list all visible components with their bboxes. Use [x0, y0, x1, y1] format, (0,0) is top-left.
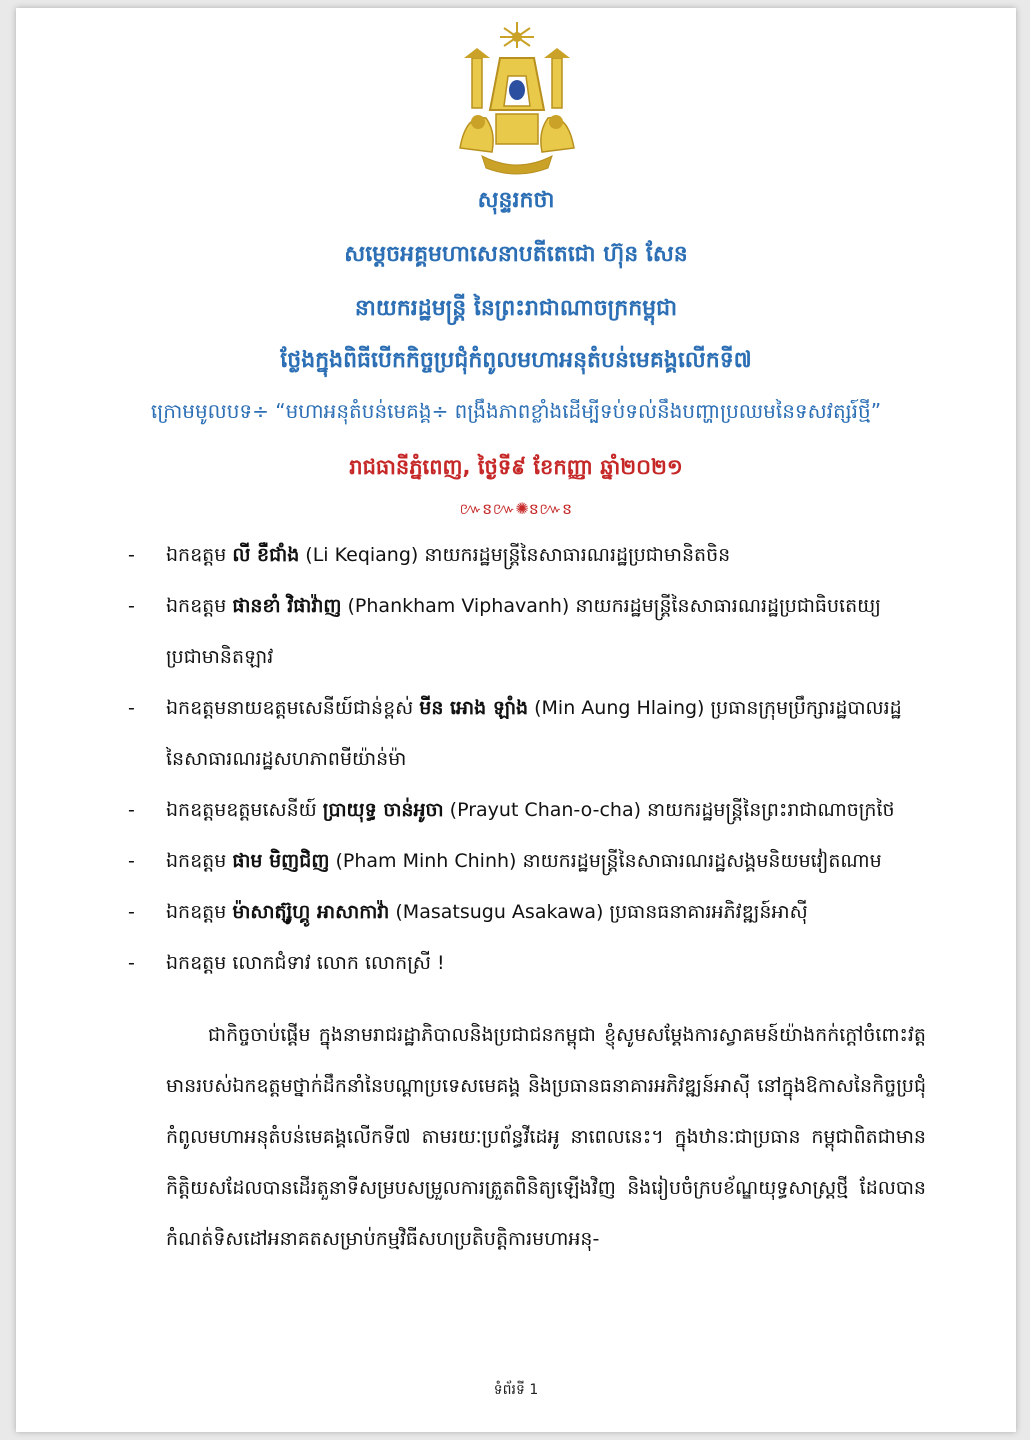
dignitary-name: ម៉ាសាត្ស៊ូហ្គូ អាសាកាវ៉ា	[232, 901, 390, 923]
salutation-item: - ឯកឧត្តម ផាម មិញជិញ (Pham Minh Chinh) នាយករដ្ឋមន្ត្រីនៃសាធារណរដ្ឋសង្គមនិយមវៀតណាម	[128, 850, 882, 872]
page-number: ទំព័រទី 1	[493, 1382, 539, 1398]
salutation-item: - ឯកឧត្តមនាយឧត្តមសេនីយ៍ជាន់ខ្ពស់ មីន អោង ឡាំង (Min Aung Hlaing) ប្រធានក្រុមប្រឹក្សារដ្ឋបាលរដ្ឋ នៃសាធារណរដ្ឋសហភាពមីយ៉ាន់ម៉ា	[128, 697, 902, 770]
salutation-item: - ឯកឧត្តមឧត្តមសេនីយ៍ ប្រាយុទ្ធ ចាន់អូចា (Prayut Chan-o-cha) នាយករដ្ឋមន្ត្រីនៃព្រះរាជាណាចក្រថៃ	[128, 799, 895, 821]
ornament-divider: ៚ៜ៚✺ៜ៚ៜ	[459, 499, 573, 518]
salutation-item: - ឯកឧត្តម លី ខឺជាំង (Li Keqiang) នាយករដ្ឋមន្ត្រីនៃសាធារណរដ្ឋប្រជាមានិតចិន	[128, 544, 731, 566]
dignitary-name: ផានខាំ វិផាវ៉ាញ	[232, 595, 342, 617]
speaker-title-heading: នាយករដ្ឋមន្ត្រី នៃព្រះរាជាណាចក្រកម្ពុជា	[354, 296, 678, 321]
dignitary-name: មីន អោង ឡាំង	[419, 697, 529, 719]
theme-heading: ក្រោមមូលបទ÷ “មហាអនុតំបន់មេគង្គ÷ ពង្រឹងភាពខ្លាំងដើម្បីទប់ទល់នឹងបញ្ហាប្រឈមនៃទសវត្សរ៍ថ្មី”	[150, 399, 882, 423]
document-type-heading: សុន្ទរកថា	[477, 188, 555, 213]
salutation-item: - ឯកឧត្តម លោកជំទាវ លោក លោកស្រី !	[128, 952, 445, 974]
body-paragraph: ជាកិច្ចចាប់ផ្តើម ក្នុងនាមរាជរដ្ឋាភិបាលនិងប្រជាជនកម្ពុជា ខ្ញុំសូមសម្តែងការស្វាគមន៍យ៉ាងកក់ក្តៅចំពោះវត្តមានរបស់ឯកឧត្តមថ្នាក់ដឹកនាំនៃបណ្តាប្រទេសមេគង្គ និងប្រធានធនាគារអភិវឌ្ឍន៍អាស៊ី នៅក្នុងឱកាសនៃកិច្ចប្រជុំកំពូលមហាអនុតំបន់មេគង្គលើកទី៧ តាមរយៈប្រព័ន្ធវីដេអូ នាពេលនេះ។ ក្នុងឋានៈជាប្រធាន កម្ពុជាពិតជាមានកិត្តិយសដែលបានដើរតួនាទីសម្របសម្រួលការត្រួតពិនិត្យឡើងវិញ និងរៀបចំក្របខ័ណ្ឌយុទ្ធសាស្ត្រថ្មី ដែលបានកំណត់ទិសដៅអនាគតសម្រាប់កម្មវិធីសហប្រតិបត្តិការមហាអនុ-	[166, 1024, 926, 1250]
dignitary-name: ផាម មិញជិញ	[232, 850, 330, 872]
dignitary-name: លី ខឺជាំង	[232, 544, 300, 566]
royal-arms-emblem	[452, 18, 582, 178]
document-page	[16, 8, 1016, 1432]
salutation-item: - ឯកឧត្តម ផានខាំ វិផាវ៉ាញ (Phankham Viphavanh) នាយករដ្ឋមន្ត្រីនៃសាធារណរដ្ឋប្រជាធិបតេយ្យ ប្រជាមានិតឡាវ	[128, 595, 881, 668]
salutation-item: - ឯកឧត្តម ម៉ាសាត្ស៊ូហ្គូ អាសាកាវ៉ា (Masatsugu Asakawa) ប្រធានធនាគារអភិវឌ្ឍន៍អាស៊ី	[128, 901, 808, 923]
speaker-heading: សម្តេចអគ្គមហាសេនាបតីតេជោ ហ៊ុន សែន	[344, 242, 688, 267]
place-date-heading: រាជធានីភ្នំពេញ, ថ្ងៃទី៩ ខែកញ្ញា ឆ្នាំ២០២១	[349, 455, 683, 479]
salutation-list	[128, 530, 958, 989]
dignitary-name: ប្រាយុទ្ធ ចាន់អូចា	[322, 799, 444, 821]
occasion-heading: ថ្លែងក្នុងពិធីបើកកិច្ចប្រជុំកំពូលមហាអនុតំបន់មេគង្គលើកទី៧	[280, 348, 752, 373]
